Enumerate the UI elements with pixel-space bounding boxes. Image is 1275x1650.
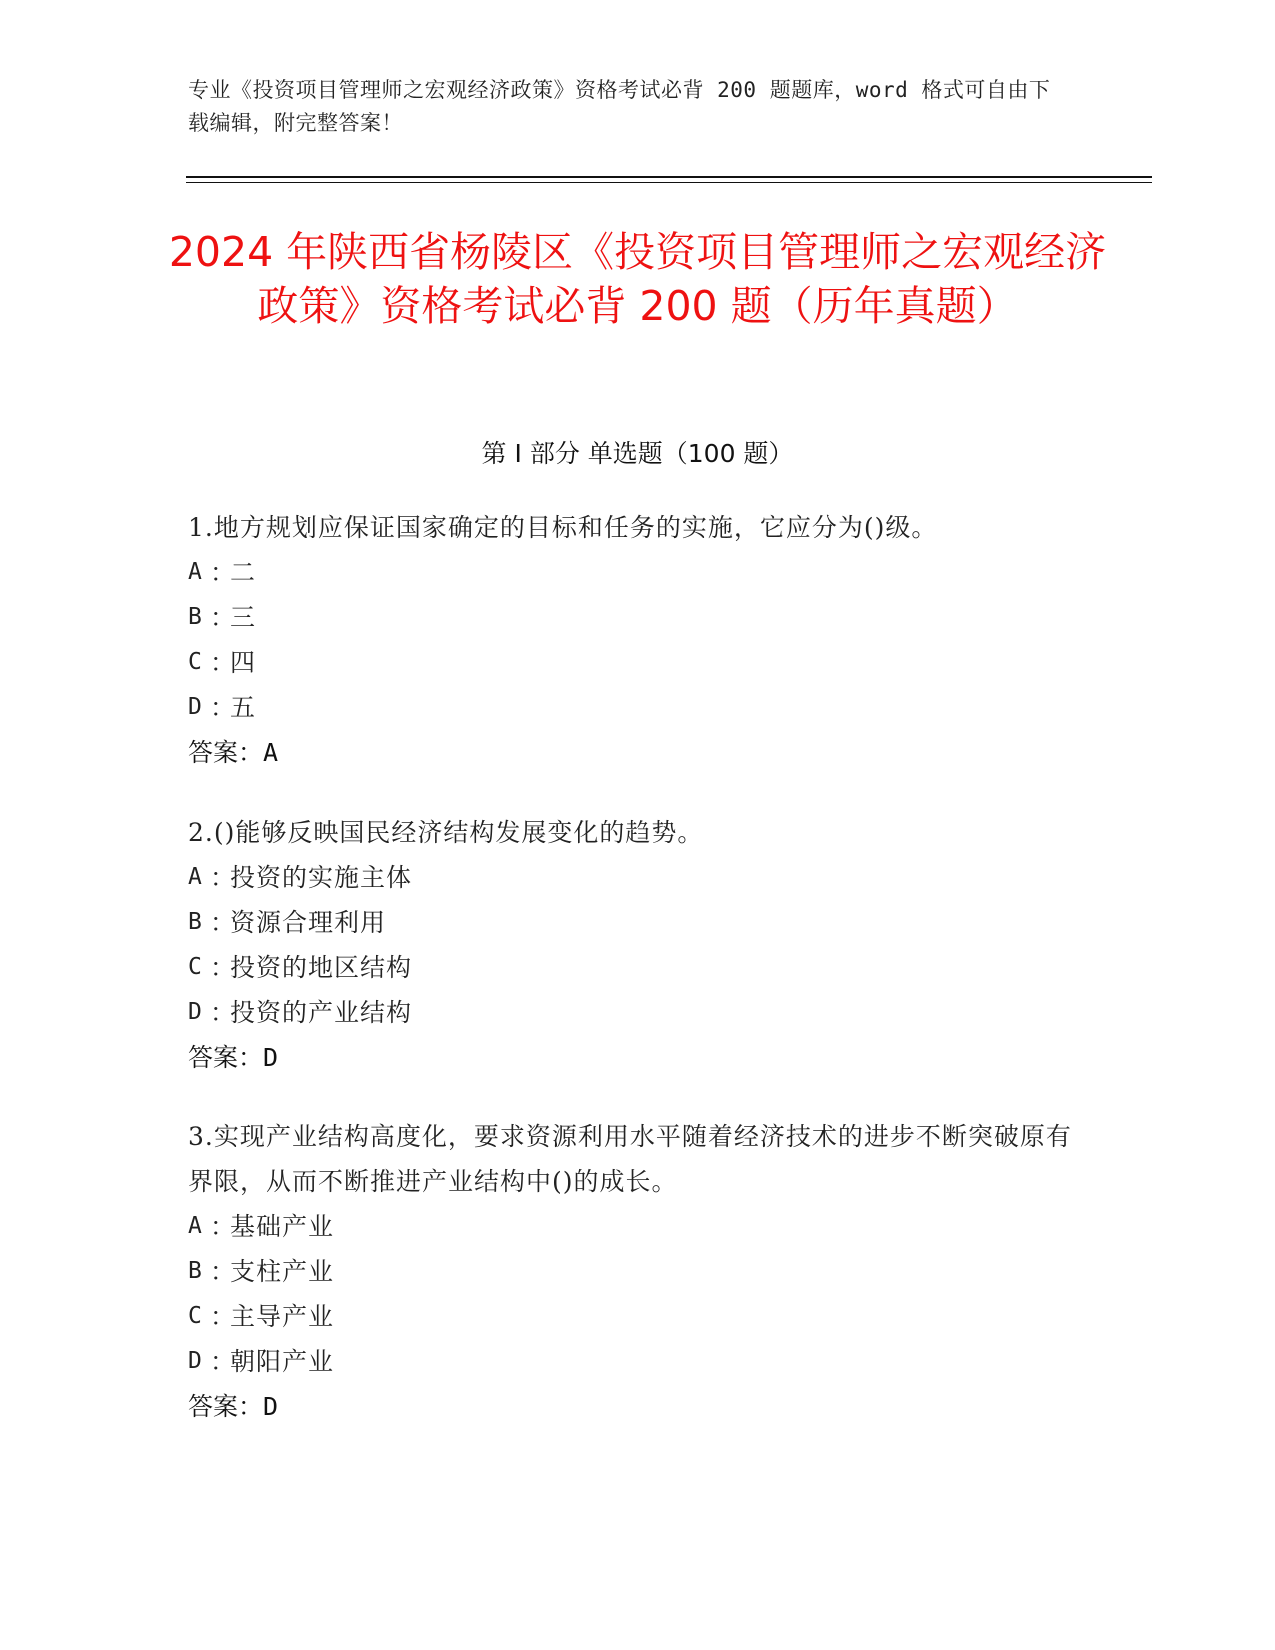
option-separator: ： (210, 1212, 237, 1241)
option-text: 朝阳产业 (230, 1347, 335, 1376)
option-text: 二 (230, 558, 257, 587)
answer-line (188, 1035, 1088, 1080)
option-separator: ： (210, 648, 237, 677)
option-d (188, 685, 1088, 730)
option-separator: ： (210, 1347, 237, 1376)
option-text: 支柱产业 (230, 1257, 335, 1286)
question-stem: 1.地方规划应保证国家确定的目标和任务的实施，它应分为()级。 (188, 513, 938, 542)
header-note: 专业《投资项目管理师之宏观经济政策》资格考试必背 200 题题库，word 格式可自由下载编辑，附完整答案！ (188, 78, 1051, 135)
option-letter: C (188, 1303, 203, 1329)
option-separator: ： (210, 1302, 237, 1331)
answer-value: D (263, 1043, 279, 1072)
option-letter: D (188, 694, 203, 720)
option-letter: B (188, 909, 203, 935)
answer-label: 答案： (188, 738, 264, 767)
option-separator: ： (210, 863, 237, 892)
option-a (188, 1204, 1088, 1249)
option-a (188, 855, 1088, 900)
option-separator: ： (210, 1257, 237, 1286)
option-text: 投资的地区结构 (230, 953, 413, 982)
option-separator: ： (210, 953, 237, 982)
header-divider-thick (186, 176, 1152, 178)
option-letter: B (188, 604, 203, 630)
option-text: 五 (230, 693, 257, 722)
option-d (188, 990, 1088, 1035)
question-stem: 3.实现产业结构高度化，要求资源利用水平随着经济技术的进步不断突破原有界限，从而不断推进产业结构中()的成长。 (188, 1122, 1072, 1196)
answer-line (188, 730, 1088, 775)
section-title: 第 I 部分 单选题（100 题） (481, 439, 794, 468)
option-a (188, 550, 1088, 595)
answer-label: 答案： (188, 1043, 264, 1072)
option-separator: ： (210, 603, 237, 632)
option-letter: A (188, 1213, 203, 1239)
option-letter: B (188, 1258, 203, 1284)
option-text: 基础产业 (230, 1212, 335, 1241)
option-text: 投资的实施主体 (230, 863, 413, 892)
option-separator: ： (210, 998, 237, 1027)
answer-value: D (263, 1392, 279, 1421)
option-separator: ： (210, 558, 237, 587)
option-text: 资源合理利用 (230, 908, 387, 937)
option-separator: ： (210, 908, 237, 937)
option-text: 投资的产业结构 (230, 998, 413, 1027)
option-text: 四 (230, 648, 257, 677)
question-3 (188, 1114, 1088, 1429)
option-letter: D (188, 1348, 203, 1374)
option-letter: A (188, 864, 203, 890)
option-c (188, 640, 1088, 685)
option-letter: D (188, 999, 203, 1025)
option-letter: A (188, 559, 203, 585)
option-letter: C (188, 954, 203, 980)
option-b (188, 1249, 1088, 1294)
option-b (188, 900, 1088, 945)
question-1 (188, 505, 1088, 775)
option-c (188, 1294, 1088, 1339)
answer-label: 答案： (188, 1392, 264, 1421)
answer-value: A (263, 738, 279, 767)
option-d (188, 1339, 1088, 1384)
option-text: 主导产业 (230, 1302, 335, 1331)
option-separator: ： (210, 693, 237, 722)
header-divider-thin (186, 182, 1152, 183)
option-text: 三 (230, 603, 257, 632)
document-title: 2024 年陕西省杨陵区《投资项目管理师之宏观经济政策》资格考试必背 200 题（历年真题） (168, 228, 1107, 330)
option-b (188, 595, 1088, 640)
question-stem: 2.()能够反映国民经济结构发展变化的趋势。 (188, 818, 704, 847)
answer-line (188, 1384, 1088, 1429)
question-2 (188, 810, 1088, 1080)
option-c (188, 945, 1088, 990)
option-letter: C (188, 649, 203, 675)
